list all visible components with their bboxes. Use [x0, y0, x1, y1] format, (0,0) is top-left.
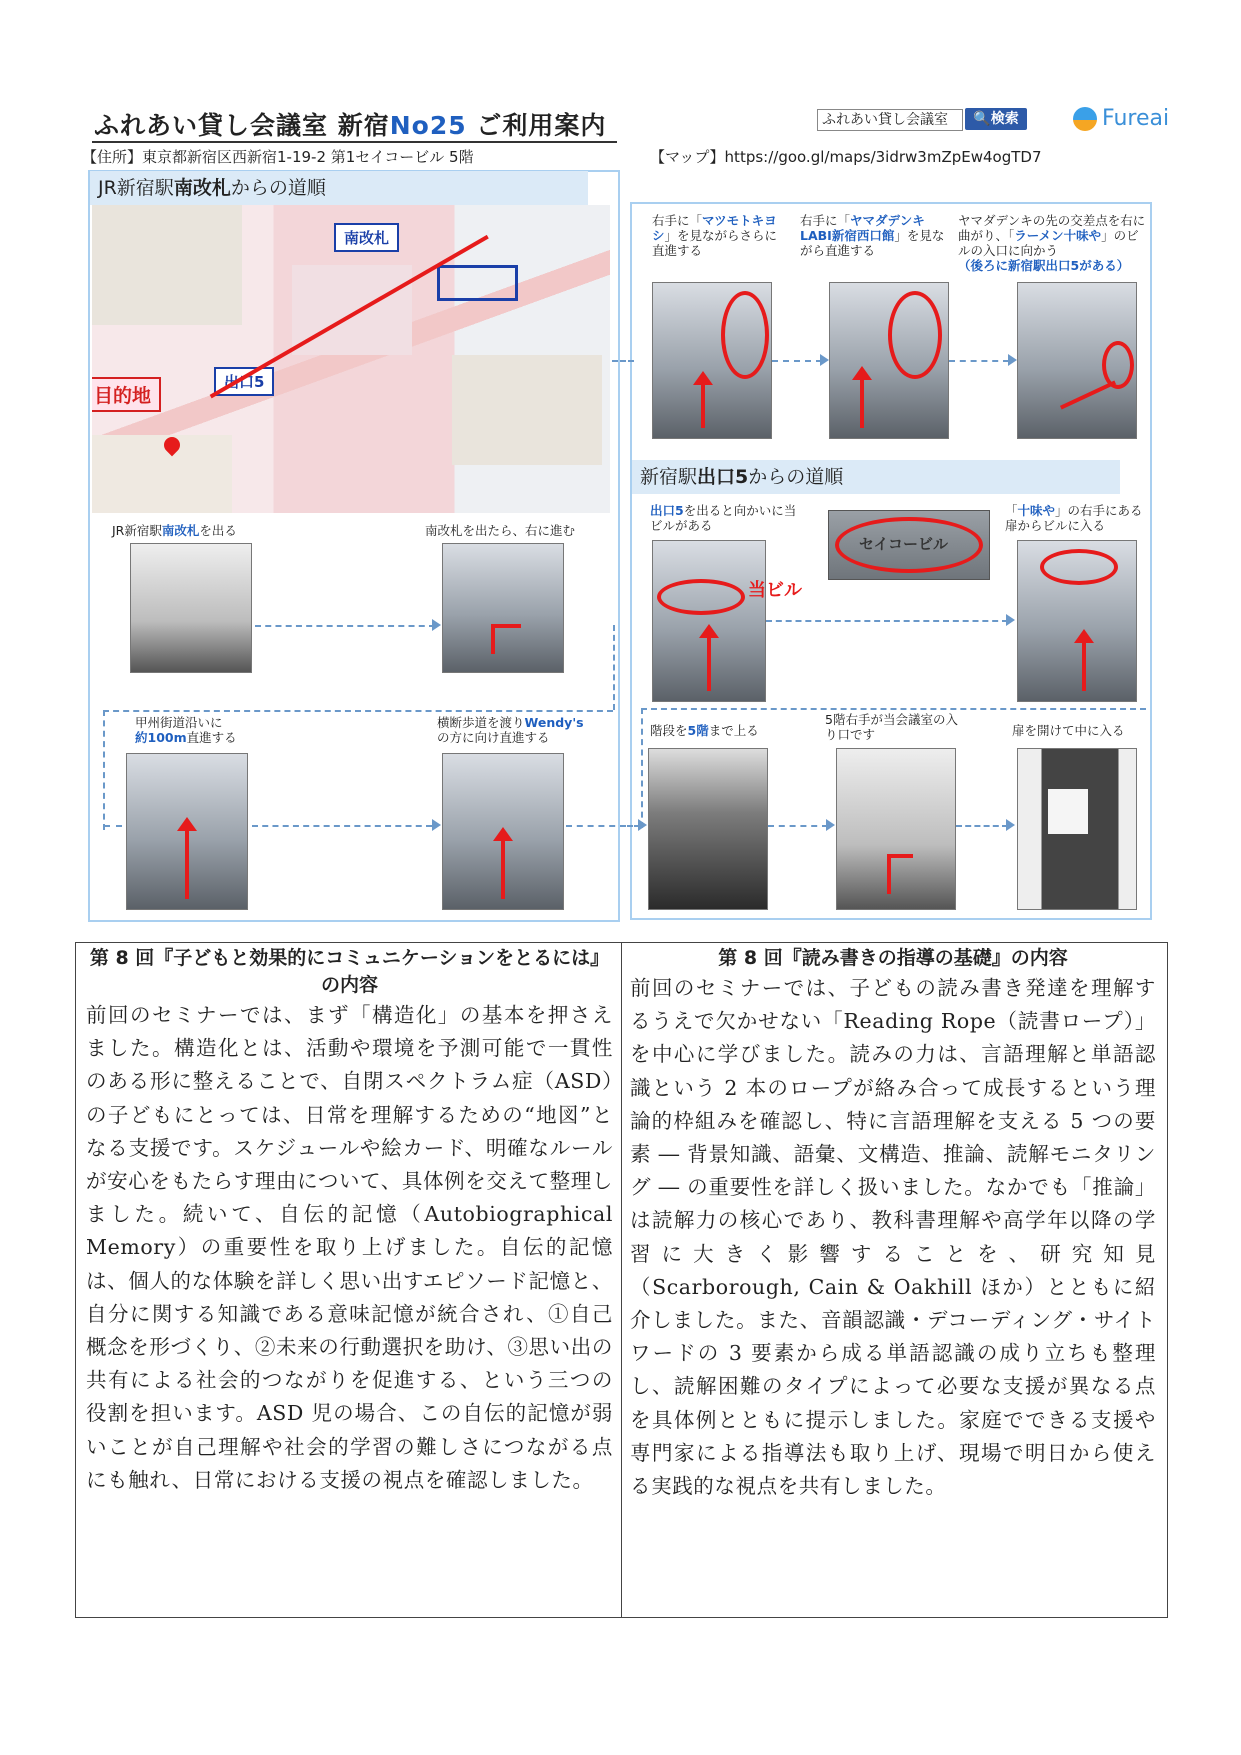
highlight-circle [1040, 549, 1118, 585]
arrow-up-icon [1082, 641, 1086, 691]
photo-crosswalk [442, 753, 564, 910]
this-building-label: 当ビル [748, 580, 802, 601]
step-caption-exit5-3: 階段を5階まで上る [650, 723, 759, 738]
arrow-up-icon [501, 839, 505, 899]
route-line [210, 235, 489, 398]
flow-arrow-icon [820, 354, 829, 366]
highlight-circle [1102, 341, 1134, 389]
highlight-circle [721, 291, 769, 379]
arrow-up-icon [701, 383, 705, 428]
photo-matsumoto-kiyoshi [652, 282, 772, 439]
step-caption-exit5-4: 5階右手が当会議室の入り口です [825, 712, 958, 742]
flow-connector [613, 625, 615, 710]
flow-connector [949, 360, 1009, 362]
photo-koshu-kaido [126, 753, 248, 910]
flow-connector [620, 825, 640, 827]
photo-south-gate [130, 543, 252, 673]
map-label-south-gate: 南改札 [334, 223, 399, 252]
seminar-left-column [86, 945, 613, 1497]
flow-connector [956, 825, 1008, 827]
highlight-circle [657, 579, 745, 615]
photo-meeting-room-door [1017, 748, 1137, 910]
step-caption-south-2: 南改札を出たら、右に進む [425, 523, 576, 538]
turn-arrow-icon [1060, 381, 1116, 410]
step-caption-main-2: 右手に「ヤマダデンキ LABI新宿西口館」を見ながら直進する [800, 213, 945, 258]
step-caption-exit5-2: 「十味や」の右手にある扉からビルに入る [1005, 503, 1143, 533]
seminar-right-body: 前回のセミナーでは、子どもの読み書き発達を理解するうえで欠かせない「Reading Rope（読書ロープ）」を中心に学びました。読みの力は、言語理解と単語認識という 2 本のロープが絡み合って成長するという理論的枠組みを確認し、特に言語理解を支える 5 つの要素 ― 背景知識、語彙、文構造、推論、読解モニタリング ― の重要性を詳しく扱いました。なかでも「推論」は読解力の核心であり、教科書理解や高学年以降の学習に大きく影響することを、研究知見（Scarborough, Cain & Oakhill ほか）とともに紹介しました。また、音韻認識・デコーディング・サイトワードの 3 要素から成る単語認識の成り立ちも整理し、読解困難のタイプによって必要な支援が異なる点を具体例とともに提示しました。家庭でできる支援や専門家による指導法も取り上げ、現場で明日から使える実践的な視点を共有しました。 [630, 976, 1156, 1499]
address: 【住所】東京都新宿区西新宿1-19-2 第1セイコービル 5階 [82, 148, 474, 166]
station-gate-box [437, 265, 518, 301]
flow-arrow-icon [638, 819, 647, 831]
flow-arrow-icon [432, 819, 441, 831]
column-divider [621, 943, 622, 1617]
photo-building-entrance [1017, 540, 1137, 702]
flow-connector [103, 710, 105, 830]
arrow-up-icon [860, 378, 864, 428]
turn-arrow-icon [491, 624, 521, 628]
search-button[interactable]: 🔍検索 [965, 108, 1027, 130]
flow-connector [641, 708, 643, 828]
flow-connector [768, 825, 828, 827]
step-caption-main-1: 右手に「マツモトキヨシ」を見ながらさらに直進する [652, 213, 778, 258]
logo-text: Fureai [1102, 106, 1170, 131]
page-title: ふれあい貸し会議室 新宿No25 ご利用案内 [94, 111, 607, 140]
turn-arrow-stem [887, 854, 913, 858]
photo-yamada-denki [829, 282, 949, 439]
flow-arrow-icon [1008, 354, 1017, 366]
map-label-exit5: 出口5 [214, 367, 274, 396]
route-map [92, 205, 610, 513]
sign-text: セイコービル [859, 535, 948, 553]
step-caption-exit5-5: 扉を開けて中に入る [1012, 723, 1125, 738]
flow-connector [612, 360, 634, 362]
step-caption-south-3: 甲州街道沿いに 約100m直進する [135, 715, 237, 745]
seminar-right-heading: 第 8 回『読み書きの指導の基礎』の内容 [718, 947, 1068, 969]
flow-arrow-icon [432, 619, 441, 631]
building-sign [828, 510, 990, 580]
flow-connector [566, 825, 626, 827]
photo-ramen-jumiya [1017, 282, 1137, 439]
step-caption-south-4: 横断歩道を渡りWendy's の方に向け直進する [437, 715, 584, 745]
flow-arrow-icon [1006, 819, 1015, 831]
flow-connector [641, 708, 1146, 710]
step-caption-main-3: ヤマダデンキの先の交差点を右に曲がり、「ラーメン十味や」のビルの入口に向かう （後ろに新宿駅出口5がある） [958, 213, 1146, 273]
flow-connector [766, 620, 1008, 622]
step-caption-exit5-1: 出口5を出ると向かいに当ビルがある [650, 503, 797, 533]
turn-arrow-icon [887, 854, 891, 894]
seminar-left-heading: 第 8 回『子どもと効果的にコミュニケーションをとるには』の内容 [89, 947, 610, 996]
south-gate-route-heading: JR新宿駅南改札からの道順 [90, 171, 588, 205]
fureai-logo-icon [1073, 107, 1097, 131]
photo-fifth-floor [836, 748, 956, 910]
map-link[interactable]: 【マップ】https://goo.gl/maps/3idrw3mZpEw4ogTD7 [650, 148, 1042, 166]
arrow-up-icon [707, 636, 711, 691]
photo-turn-right [442, 543, 564, 673]
title-underline [92, 141, 617, 143]
flow-connector [255, 625, 435, 627]
seminar-left-body: 前回のセミナーでは、まず「構造化」の基本を押さえました。構造化とは、活動や環境を予測可能で一貫性のある形に整えることで、自閉スペクトラム症（ASD）の子どもにとっては、日常を理解するための“地図”となる支援です。スケジュールや絵カード、明確なルールが安心をもたらす理由について、具体例を交えて整理しました。続いて、自伝的記憶（Autobiographical Memory）の重要性を取り上げました。自伝的記憶は、個人的な体験を詳しく思い出すエピソード記憶と、自分に関する知識である意味記憶が統合され、①自己概念を形づくり、②未来の行動選択を助け、③思い出の共有による社会的つながりを促進する、という三つの役割を担います。ASD 児の場合、この自伝的記憶が弱いことが自己理解や社会的学習の難しさにつながる点にも触れ、日常における支援の視点を確認しました。 [86, 1003, 613, 1492]
map-label-destination: 目的地 [92, 377, 161, 412]
flow-connector [104, 825, 122, 827]
search-input[interactable]: ふれあい貸し会議室 [817, 109, 963, 131]
flow-arrow-icon [1006, 614, 1015, 626]
photo-exit5-building [652, 540, 766, 702]
flow-connector [103, 710, 613, 712]
seminar-summary-table [75, 942, 1168, 1618]
highlight-circle [888, 291, 942, 379]
door-sign [1048, 789, 1088, 834]
arrow-up-icon [185, 829, 189, 899]
step-caption-south-1: JR新宿駅南改札を出る [112, 523, 237, 538]
flow-connector [252, 825, 432, 827]
seminar-right-column [630, 945, 1156, 1503]
turn-arrow-stem [491, 624, 495, 654]
flow-arrow-icon [826, 819, 835, 831]
flow-connector [772, 360, 822, 362]
photo-stairs [648, 748, 768, 910]
exit5-route-heading: 新宿駅出口5からの道順 [632, 460, 1120, 494]
